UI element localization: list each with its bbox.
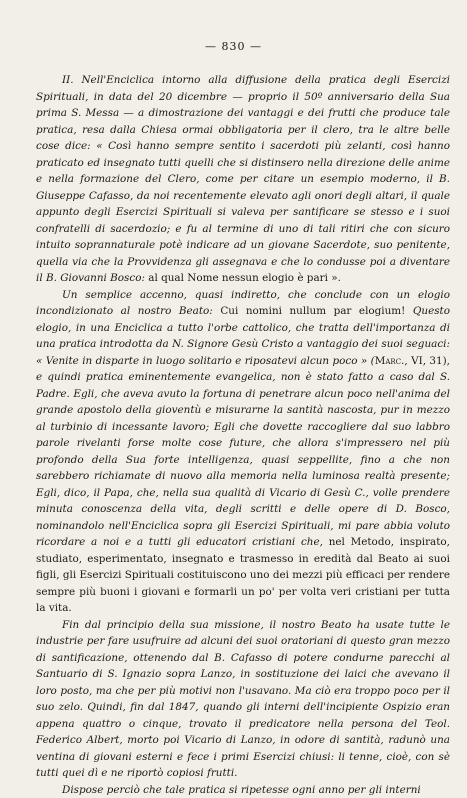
text-run: al qual Nome nessun elogio è pari ». (145, 272, 341, 284)
paragraph-p4 (36, 782, 450, 798)
page-number: — 830 — (0, 40, 467, 53)
text-run: e quindi pratica eminentemente evangelica, non è stato fatto a caso dal S. Padre. Egli, che aveva avuto la fortuna di penetrare alcun poco nell'anima del grande apostolo della gioventù e misurarne la santità nascosta, pur in mezzo al turbinio di incessante lavoro; Egli che dovette raccogliere dal suo labbro parole rivelanti forse molte cose future, che allora s'impressero nel più profondo della Sua forte intelligenza, quasi seppellite, fino a che non sarebbero richiamate di nuovo alla memoria nella luminosa realtà presente; Egli, dico, il Papa, che, nella sua qualità di Vicario di Gesù C., volle prendere minuta conoscenza della vita, degli scritti e delle opere di D. Bosco, nominandolo nell'Enciclica sopra gli Esercizi Spirituali, mi pare abbia voluto ricordare a noi e a tutti gli educatori cristiani che, (36, 371, 450, 548)
text-run: Fin dal principio della sua missione, il nostro Beato ha usate tutte le industrie per fare usufruire ad alcuni dei suoi oratoriani di questo gran mezzo di santificazione, ottenendo dal B. Cafasso di potere condurne parecchi al Santuario di S. Ignazio sopra Lanzo, in sostituzione dei laici che avevano il loro posto, ma che per più motivi non l'usavano. Ma ciò era troppo poco per il suo zelo. Quindi, fin dal 1847, quando gli interni dell'incipiente Ospizio eran appena quattro o cinque, trovato il predicatore nella persona del Teol. Federico Albert, morto poi Vicario di Lanzo, in odore di santità, radunò una ventina di giovani esterni e fece i primi Esercizi chiusi: li tenne, cioè, con sè tutti quei dì e ne riportò copiosi frutti. (36, 619, 450, 780)
text-run: nel Metodo, inspirato, studiato, esperimentato, insegnato e trasmesso in eredità dal Beato ai suoi figli, gli Esercizi Spirituali costituiscono uno dei mezzi più efficaci per rendere sempre più buoni i giovani e formarli un po' per volta veri cristiani per tutta la vita. (36, 536, 450, 614)
text-run: , VI, 31), (404, 355, 450, 367)
paragraph-p3 (36, 617, 450, 782)
text-run: Un semplice accenno, quasi indiretto, che conclude con un elogio incondizionato al nostro Beato: (36, 289, 450, 318)
text-run: Questo elogio, in una Enciclica a tutto l'orbe cattolico, che tratta dell'importanza di una pratica introdotta da N. Signore Gesù Cristo a vantaggio dei suoi seguaci: « Venite in disparte in luogo solitario e riposatevi alcun poco » ( (36, 305, 450, 367)
text-run: Cui nomini nullum par elogium! (213, 305, 406, 317)
page-body-text (36, 72, 450, 798)
paragraph-p2 (36, 287, 450, 617)
text-run: Marc. (375, 355, 405, 367)
text-run: Dispose perciò che tale pratica si ripetesse ogni anno per gli interni (62, 784, 421, 796)
paragraph-p1 (36, 72, 450, 287)
text-run: II. Nell'Enciclica intorno alla diffusione della pratica degli Esercizi Spirituali, in data del 20 dicembre — proprio il 50º anniversario della Sua prima S. Messa — a dimostrazione dei vantaggi e dei frutti che produce tale pratica, resa dalla Chiesa ormai obbligatoria per il clero, tra le altre belle cose dice: « Così hanno sempre sentito i sacerdoti più zelanti, così hanno praticato ed insegnato tutti quelli che si distinsero nella direzione delle anime e nella formazione del Clero, come per citare un esempio moderno, il B. Giuseppe Cafasso, da noi recentemente elevato agli onori degli altari, il quale appunto degli Esercizi Spirituali si valeva per santificare se stesso e i suoi confratelli di sacerdozio; e fu al termine di uno di tali ritiri che con sicuro intuito soprannaturale potè indicare ad un giovane Sacerdote, suo penitente, quella via che la Provvidenza gli assegnava e che lo condusse poi a diventare il B. Giovanni Bosco: (36, 74, 450, 284)
